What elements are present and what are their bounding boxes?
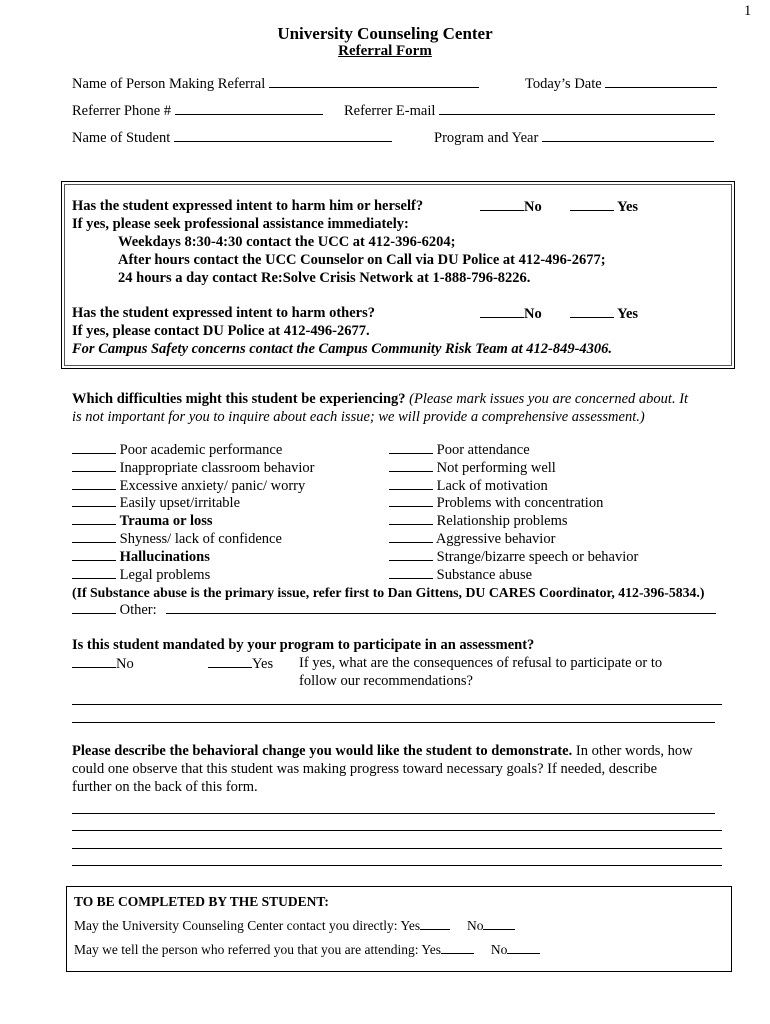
checklist-item[interactable]: [389, 477, 548, 495]
program-year-field[interactable]: [434, 129, 714, 147]
student-q1-yes-label: Yes: [400, 918, 421, 933]
checklist-label: Hallucinations: [119, 549, 210, 565]
checklist-item[interactable]: [72, 459, 315, 477]
harm-others-no[interactable]: [480, 305, 542, 323]
checklist-item[interactable]: [72, 548, 210, 566]
student-name-label: Name of Student: [72, 130, 171, 146]
student-q1-yes[interactable]: [400, 918, 450, 933]
harm-others-yes[interactable]: [570, 305, 638, 323]
check-blank[interactable]: [389, 441, 433, 454]
consequences-line-2: follow our recommendations?: [299, 673, 473, 689]
behavior-line-3: further on the back of this form.: [72, 779, 258, 795]
checklist-item[interactable]: [389, 548, 638, 566]
checklist-item[interactable]: [389, 512, 568, 530]
page-title: University Counseling Center: [277, 24, 493, 43]
checklist-label: Poor attendance: [436, 442, 530, 458]
checklist-item[interactable]: [389, 530, 555, 548]
page-number: 1: [744, 3, 752, 19]
harm-others-no-label: No: [524, 306, 542, 322]
check-blank[interactable]: [72, 477, 116, 490]
today-date-label: Today’s Date: [525, 76, 602, 92]
behavior-text-tail: In other words, how: [575, 743, 693, 759]
behavior-line-2: could one observe that this student was making progress toward necessary goals? If needed, describe: [72, 761, 658, 777]
student-q1-no[interactable]: [467, 918, 516, 933]
check-blank[interactable]: [72, 566, 116, 579]
harm-self-yes-label: Yes: [617, 199, 639, 215]
referrer-email-label: Referrer E-mail: [344, 103, 436, 119]
checklist-label: Poor academic performance: [119, 442, 283, 458]
check-blank[interactable]: [72, 530, 116, 543]
checklist-label: Shyness/ lack of confidence: [119, 531, 282, 547]
check-blank[interactable]: [389, 494, 433, 507]
harm-self-followup: If yes, please seek professional assistance immediately:: [72, 216, 409, 232]
harm-others-followup: If yes, please contact DU Police at 412-496-2677.: [72, 323, 370, 339]
harm-others-yes-label: Yes: [617, 306, 639, 322]
check-blank[interactable]: [389, 548, 433, 561]
student-q2-yes[interactable]: [421, 942, 474, 957]
checklist-label: Inappropriate classroom behavior: [119, 460, 315, 476]
checklist-label: Strange/bizarre speech or behavior: [436, 549, 639, 565]
difficulties-note-2: is not important for you to inquire about each issue; we will provide a comprehensive assessment.): [72, 409, 645, 425]
mandated-yes[interactable]: [208, 655, 273, 673]
program-year-label: Program and Year: [434, 130, 539, 146]
check-blank[interactable]: [389, 566, 433, 579]
answer-line[interactable]: [72, 813, 715, 814]
mandated-yes-label: Yes: [252, 656, 274, 672]
other-field[interactable]: [72, 601, 157, 619]
harm-self-no-label: No: [524, 199, 542, 215]
checklist-label: Relationship problems: [436, 513, 568, 529]
student-q2-label: May we tell the person who referred you that you are attending:: [74, 942, 419, 957]
mandated-question: Is this student mandated by your program to participate in an assessment?: [72, 637, 535, 653]
checklist-label: Not performing well: [436, 460, 556, 476]
checklist-label: Trauma or loss: [119, 513, 213, 529]
checklist-item[interactable]: [72, 566, 210, 584]
student-q2-no-label: No: [490, 942, 508, 957]
difficulties-question: [72, 391, 688, 408]
behavior-line-1: [72, 743, 693, 760]
form-subtitle: Referral Form: [338, 43, 432, 59]
check-blank[interactable]: [72, 441, 116, 454]
today-date-field[interactable]: [525, 75, 717, 93]
checklist-item[interactable]: [72, 441, 282, 459]
check-blank[interactable]: [389, 477, 433, 490]
check-blank[interactable]: [72, 459, 116, 472]
checklist-item[interactable]: [389, 459, 556, 477]
harm-self-yes[interactable]: [570, 198, 638, 216]
student-q1-no-label: No: [466, 918, 484, 933]
referrer-name-field[interactable]: [72, 75, 479, 93]
campus-safety-note: For Campus Safety concerns contact the Campus Community Risk Team at 412-849-4306.: [72, 341, 613, 357]
harm-self-no[interactable]: [480, 198, 542, 216]
check-blank[interactable]: [389, 459, 433, 472]
consequences-line-1: If yes, what are the consequences of refusal to participate or to: [299, 655, 663, 671]
checklist-label: Aggressive behavior: [435, 531, 556, 547]
mandated-no[interactable]: [72, 655, 134, 673]
answer-line[interactable]: [72, 865, 722, 866]
student-q1: [74, 917, 515, 934]
check-blank[interactable]: [389, 530, 433, 543]
referrer-email-field[interactable]: [344, 102, 715, 120]
checklist-item[interactable]: [389, 494, 603, 512]
answer-line[interactable]: [72, 722, 715, 723]
checklist-label: Excessive anxiety/ panic/ worry: [119, 478, 306, 494]
other-line[interactable]: [166, 613, 716, 614]
other-label: Other:: [119, 602, 157, 618]
check-blank[interactable]: [72, 548, 116, 561]
checklist-label: Legal problems: [119, 567, 211, 583]
difficulties-heading: Which difficulties might this student be experiencing?: [72, 391, 406, 407]
checklist-item[interactable]: [72, 494, 240, 512]
student-q2-yes-label: Yes: [421, 942, 442, 957]
student-q1-label: May the University Counseling Center contact you directly:: [74, 918, 398, 933]
check-blank[interactable]: [72, 512, 116, 525]
checklist-item[interactable]: [389, 441, 530, 459]
weekdays-contact: Weekdays 8:30-4:30 contact the UCC at 412-396-6204;: [118, 234, 456, 250]
checklist-label: Substance abuse: [436, 567, 533, 583]
checklist-item[interactable]: [72, 512, 213, 530]
referrer-phone-field[interactable]: [72, 102, 323, 120]
crisis-contact: 24 hours a day contact Re:Solve Crisis Network at 1-888-796-8226.: [118, 270, 531, 286]
referrer-name-label: Name of Person Making Referral: [72, 76, 266, 92]
answer-line[interactable]: [72, 830, 722, 831]
harm-others-question: Has the student expressed intent to harm others?: [72, 305, 376, 321]
student-q2-no[interactable]: [491, 942, 541, 957]
difficulties-note-1: (Please mark issues you are concerned about. It: [409, 391, 689, 407]
after-hours-contact: After hours contact the UCC Counselor on Call via DU Police at 412-496-2677;: [118, 252, 606, 268]
check-blank[interactable]: [389, 512, 433, 525]
check-blank[interactable]: [72, 494, 116, 507]
checklist-label: Easily upset/irritable: [119, 495, 241, 511]
checklist-item[interactable]: [72, 530, 282, 548]
student-q2: [74, 941, 540, 958]
mandated-no-label: No: [116, 656, 134, 672]
student-section-heading: TO BE COMPLETED BY THE STUDENT:: [74, 894, 329, 909]
checklist-label: Problems with concentration: [436, 495, 604, 511]
answer-line[interactable]: [72, 848, 722, 849]
checklist-item[interactable]: [389, 566, 532, 584]
answer-line[interactable]: [72, 704, 722, 705]
behavior-heading: Please describe the behavioral change you would like the student to demonstrate.: [72, 743, 573, 759]
harm-self-question: Has the student expressed intent to harm him or herself?: [72, 198, 424, 214]
referrer-phone-label: Referrer Phone #: [72, 103, 172, 119]
checklist-label: Lack of motivation: [436, 478, 548, 494]
substance-note: (If Substance abuse is the primary issue, refer first to Dan Gittens, DU CARES Coordinator, 412-396-5834.): [72, 585, 705, 600]
checklist-item[interactable]: [72, 477, 305, 495]
student-name-field[interactable]: [72, 129, 392, 147]
